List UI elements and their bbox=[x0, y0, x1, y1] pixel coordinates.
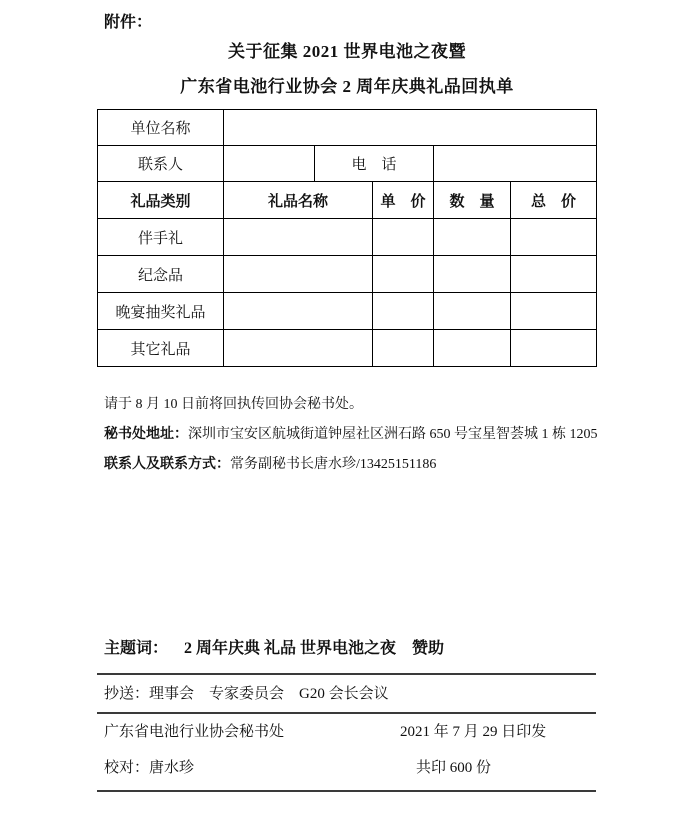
gift-name-input-cell[interactable] bbox=[224, 330, 373, 367]
gift-name-input-cell[interactable] bbox=[224, 256, 373, 293]
header-unit-price: 单 价 bbox=[373, 182, 434, 219]
subject-keywords-row bbox=[97, 633, 596, 673]
unit-name-row bbox=[98, 110, 597, 146]
quantity-input-cell[interactable] bbox=[434, 330, 511, 367]
proofreader-line bbox=[104, 756, 400, 777]
notes-section bbox=[104, 396, 644, 486]
subject-terms: 2 周年庆典 礼品 世界电池之夜 赞助 bbox=[184, 640, 445, 657]
document-title bbox=[87, 41, 607, 111]
cc-label: 抄送： bbox=[104, 686, 150, 702]
proofread-label: 校对： bbox=[104, 760, 150, 776]
phone-label: 电 话 bbox=[315, 146, 434, 182]
unit-price-input-cell[interactable] bbox=[373, 330, 434, 367]
copies-count: 共印 600 份 bbox=[416, 760, 492, 776]
subject-label: 主题词： bbox=[104, 640, 169, 657]
cc-row bbox=[97, 675, 596, 712]
total-price-input-cell[interactable] bbox=[511, 219, 597, 256]
document-footer bbox=[97, 633, 596, 792]
title-line-1: 关于征集 2021 世界电池之夜暨 bbox=[228, 42, 466, 61]
total-price-input-cell[interactable] bbox=[511, 256, 597, 293]
header-gift-name: 礼品名称 bbox=[224, 182, 373, 219]
secretariat-address-line bbox=[104, 426, 644, 444]
contact-info-line bbox=[104, 456, 644, 474]
address-text: 深圳市宝安区航城街道钟屋社区洲石路 650 号宝星智荟城 1 栋 1205 bbox=[188, 427, 598, 442]
header-quantity: 数 量 bbox=[434, 182, 511, 219]
issuer-row bbox=[104, 720, 596, 741]
proofread-row bbox=[104, 756, 596, 777]
contact-input-cell[interactable] bbox=[224, 146, 315, 182]
unit-name-label: 单位名称 bbox=[98, 110, 224, 146]
cc-items: 理事会 专家委员会 G20 会长会议 bbox=[149, 686, 389, 702]
proofreader-name: 唐水珍 bbox=[149, 760, 195, 776]
total-price-input-cell[interactable] bbox=[511, 293, 597, 330]
unit-name-input-cell[interactable] bbox=[224, 110, 597, 146]
phone-input-cell[interactable] bbox=[434, 146, 597, 182]
header-gift-category: 礼品类别 bbox=[98, 182, 224, 219]
total-price-input-cell[interactable] bbox=[511, 330, 597, 367]
gift-row-other bbox=[98, 330, 597, 367]
unit-price-input-cell[interactable] bbox=[373, 219, 434, 256]
gift-row-memento bbox=[98, 256, 597, 293]
address-label: 秘书处地址： bbox=[104, 427, 188, 442]
unit-price-input-cell[interactable] bbox=[373, 256, 434, 293]
gift-return-form-table bbox=[97, 109, 597, 367]
gift-category-label: 晚宴抽奖礼品 bbox=[98, 293, 224, 330]
table-header-row bbox=[98, 182, 597, 219]
issuer-name: 广东省电池行业协会秘书处 bbox=[104, 724, 285, 740]
header-total-price: 总 价 bbox=[511, 182, 597, 219]
unit-price-input-cell[interactable] bbox=[373, 293, 434, 330]
quantity-input-cell[interactable] bbox=[434, 219, 511, 256]
footer-divider bbox=[97, 790, 596, 792]
issue-info-block bbox=[97, 714, 596, 790]
quantity-input-cell[interactable] bbox=[434, 293, 511, 330]
issue-date: 2021 年 7 月 29 日印发 bbox=[400, 724, 547, 740]
contact-info-text: 常务副秘书长唐水珍/13425151186 bbox=[230, 457, 437, 472]
gift-row-raffle bbox=[98, 293, 597, 330]
title-line-2: 广东省电池行业协会 2 周年庆典礼品回执单 bbox=[180, 77, 514, 96]
quantity-input-cell[interactable] bbox=[434, 256, 511, 293]
contact-row bbox=[98, 146, 597, 182]
contact-info-label: 联系人及联系方式： bbox=[104, 457, 230, 472]
gift-name-input-cell[interactable] bbox=[224, 293, 373, 330]
gift-category-label: 其它礼品 bbox=[98, 330, 224, 367]
attachment-label: 附件： bbox=[104, 14, 153, 31]
gift-category-label: 纪念品 bbox=[98, 256, 224, 293]
contact-label: 联系人 bbox=[98, 146, 224, 182]
deadline-note: 请于 8 月 10 日前将回执传回协会秘书处。 bbox=[104, 397, 363, 412]
gift-row-souvenir bbox=[98, 219, 597, 256]
gift-category-label: 伴手礼 bbox=[98, 219, 224, 256]
gift-name-input-cell[interactable] bbox=[224, 219, 373, 256]
